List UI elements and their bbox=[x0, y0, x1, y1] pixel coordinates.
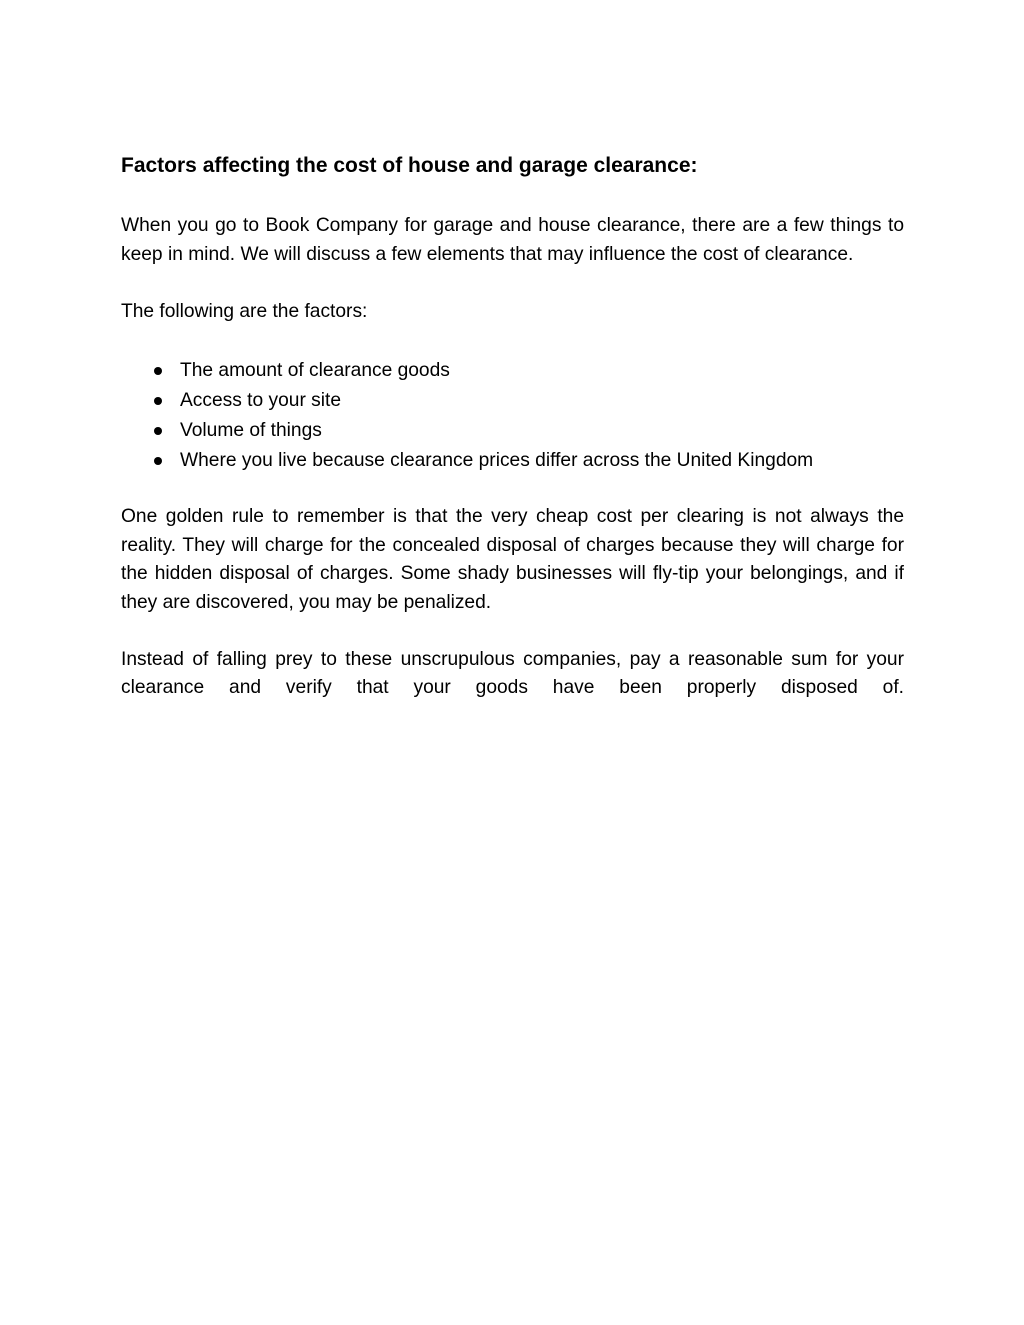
list-item bbox=[121, 446, 904, 476]
intro-paragraph: When you go to Book Company for garage and house clearance, there are a few things to keep in mind. We will discuss a few elements that may influence the cost of clearance. bbox=[121, 215, 904, 265]
golden-rule-paragraph: One golden rule to remember is that the very cheap cost per clearing is not always the reality. They will charge for the concealed disposal of charges because they will charge for the hidden disposal of charges. Some shady businesses will fly-tip your belongings, and if they are discovered, you may be penalized. bbox=[121, 506, 904, 613]
bullet-icon bbox=[154, 397, 162, 405]
list-item-text: Where you live because clearance prices differ across the United Kingdom bbox=[180, 450, 814, 471]
list-item-text: Volume of things bbox=[180, 420, 322, 441]
factors-list bbox=[121, 356, 904, 476]
conclusion-paragraph: Instead of falling prey to these unscrupulous companies, pay a reasonable sum for your clearance and verify that your goods have been properly disposed of. bbox=[121, 648, 904, 698]
list-item-text: The amount of clearance goods bbox=[180, 360, 450, 381]
factors-lead-paragraph: The following are the factors: bbox=[121, 300, 368, 322]
list-item bbox=[121, 386, 904, 416]
bullet-icon bbox=[154, 457, 162, 465]
document-page bbox=[121, 150, 904, 731]
list-item bbox=[121, 416, 904, 446]
list-item-text: Access to your site bbox=[180, 390, 342, 411]
list-item bbox=[121, 356, 904, 386]
bullet-icon bbox=[154, 427, 162, 435]
document-heading: Factors affecting the cost of house and garage clearance: bbox=[121, 154, 698, 177]
bullet-icon bbox=[154, 367, 162, 375]
